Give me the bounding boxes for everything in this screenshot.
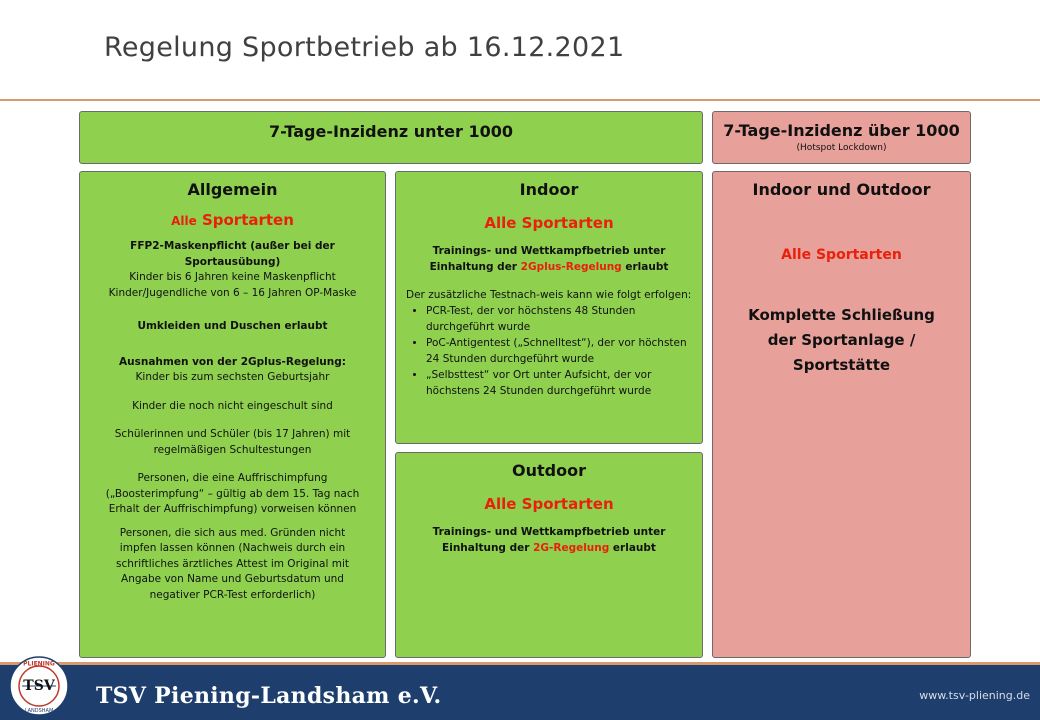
ausnahme-item: Schülerinnen und Schüler (bis 17 Jahren) mit regelmäßigen Schultestungen bbox=[114, 428, 351, 456]
mask-rule-youth: Kinder/Jugendliche von 6 – 16 Jahren OP-Maske bbox=[108, 286, 357, 299]
lockdown-panel bbox=[712, 171, 971, 658]
outdoor-rule-prefix: Trainings- und Wettkampfbetrieb unter Einhaltung der bbox=[432, 526, 666, 554]
ausnahme-item: Kinder bis zum sechsten Geburtsjahr bbox=[135, 371, 330, 383]
footer-url[interactable]: www.tsv-pliening.de bbox=[919, 689, 1030, 702]
indoor-rule-suffix: erlaubt bbox=[621, 260, 669, 273]
allgemein-panel bbox=[79, 171, 386, 658]
title-divider bbox=[0, 99, 1040, 101]
ausnahmen-title: Ausnahmen von der 2Gplus-Regelung: bbox=[119, 355, 346, 368]
header-under-1000-label: 7-Tage-Inzidenz unter 1000 bbox=[268, 122, 513, 141]
lockdown-title: Indoor und Outdoor bbox=[752, 180, 931, 199]
mask-rule-kids: Kinder bis 6 Jahren keine Maskenpflicht bbox=[129, 271, 336, 283]
outdoor-title: Outdoor bbox=[512, 461, 586, 480]
header-over-1000-label: 7-Tage-Inzidenz über 1000 bbox=[723, 121, 960, 140]
club-name: TSV Piening-Landsham e.V. bbox=[96, 683, 442, 709]
header-under-1000 bbox=[79, 111, 703, 164]
mask-rule: FFP2-Maskenpflicht (außer bei der Sportausübung) bbox=[130, 240, 335, 268]
page-title: Regelung Sportbetrieb ab 16.12.2021 bbox=[104, 32, 625, 63]
test-item-selbsttest: • „Selbsttest“ vor Ort unter Aufsicht, der vor höchstens 24 Stunden durchgeführt wurde bbox=[426, 367, 694, 399]
logo-top-text: PLIENING bbox=[23, 660, 55, 668]
indoor-panel bbox=[395, 171, 703, 444]
indoor-title: Indoor bbox=[519, 180, 579, 199]
allgemein-title: Allgemein bbox=[187, 180, 278, 199]
header-over-1000-subtitle: (Hotspot Lockdown) bbox=[796, 143, 887, 153]
indoor-rule-prefix: Trainings- und Wettkampfbetrieb unter Einhaltung der bbox=[429, 245, 666, 273]
lockdown-alle-sportarten: Alle Sportarten bbox=[781, 247, 902, 263]
club-logo bbox=[8, 655, 70, 717]
allgemein-sportarten-word: Sportarten bbox=[196, 211, 294, 229]
ausnahme-item: Kinder die noch nicht eingeschult sind bbox=[132, 399, 333, 412]
indoor-rule bbox=[404, 244, 694, 275]
test-item-poc: • PoC-Antigentest („Schnelltest“), der vor höchsten 24 Stunden durchgeführt wurde bbox=[426, 335, 694, 367]
lockdown-closure: Komplette Schließung der Sportanlage / Sportstätte bbox=[748, 306, 935, 374]
indoor-alle-sportarten: Alle Sportarten bbox=[484, 214, 614, 232]
outdoor-rule bbox=[404, 525, 694, 556]
header-over-1000 bbox=[712, 111, 971, 164]
ausnahme-item: Personen, die eine Auffrischimpfung („Boosterimpfung“ – gültig ab dem 15. Tag nach Erhalt der Auffrischimpfung) vorweisen können bbox=[105, 472, 360, 515]
allgemein-alle-word: Alle bbox=[171, 214, 197, 228]
umkleiden-rule: Umkleiden und Duschen erlaubt bbox=[137, 320, 328, 332]
outdoor-rule-highlight: 2G-Regelung bbox=[533, 541, 610, 554]
outdoor-alle-sportarten: Alle Sportarten bbox=[484, 495, 614, 513]
indoor-test-intro: Der zusätzliche Testnach-weis kann wie folgt erfolgen: bbox=[406, 289, 692, 301]
ausnahme-item: Personen, die sich aus med. Gründen nicht impfen lassen können (Nachweis durch ein schriftliches ärztliches Attest im Original mit Angabe von Name und Geburtsdatum und negativer PCR-Test erforderlich) bbox=[116, 526, 349, 601]
indoor-test-list bbox=[406, 303, 694, 399]
logo-mid-text: TSV bbox=[23, 678, 55, 694]
allgemein-alle-sportarten bbox=[80, 211, 385, 229]
outdoor-panel bbox=[395, 452, 703, 658]
test-item-pcr: • PCR-Test, der vor höchstens 48 Stunden durchgeführt wurde bbox=[426, 303, 694, 335]
outdoor-rule-suffix: erlaubt bbox=[609, 541, 656, 554]
indoor-rule-highlight: 2Gplus-Regelung bbox=[520, 260, 622, 273]
logo-bottom-text: LANDSHAM bbox=[24, 708, 54, 714]
